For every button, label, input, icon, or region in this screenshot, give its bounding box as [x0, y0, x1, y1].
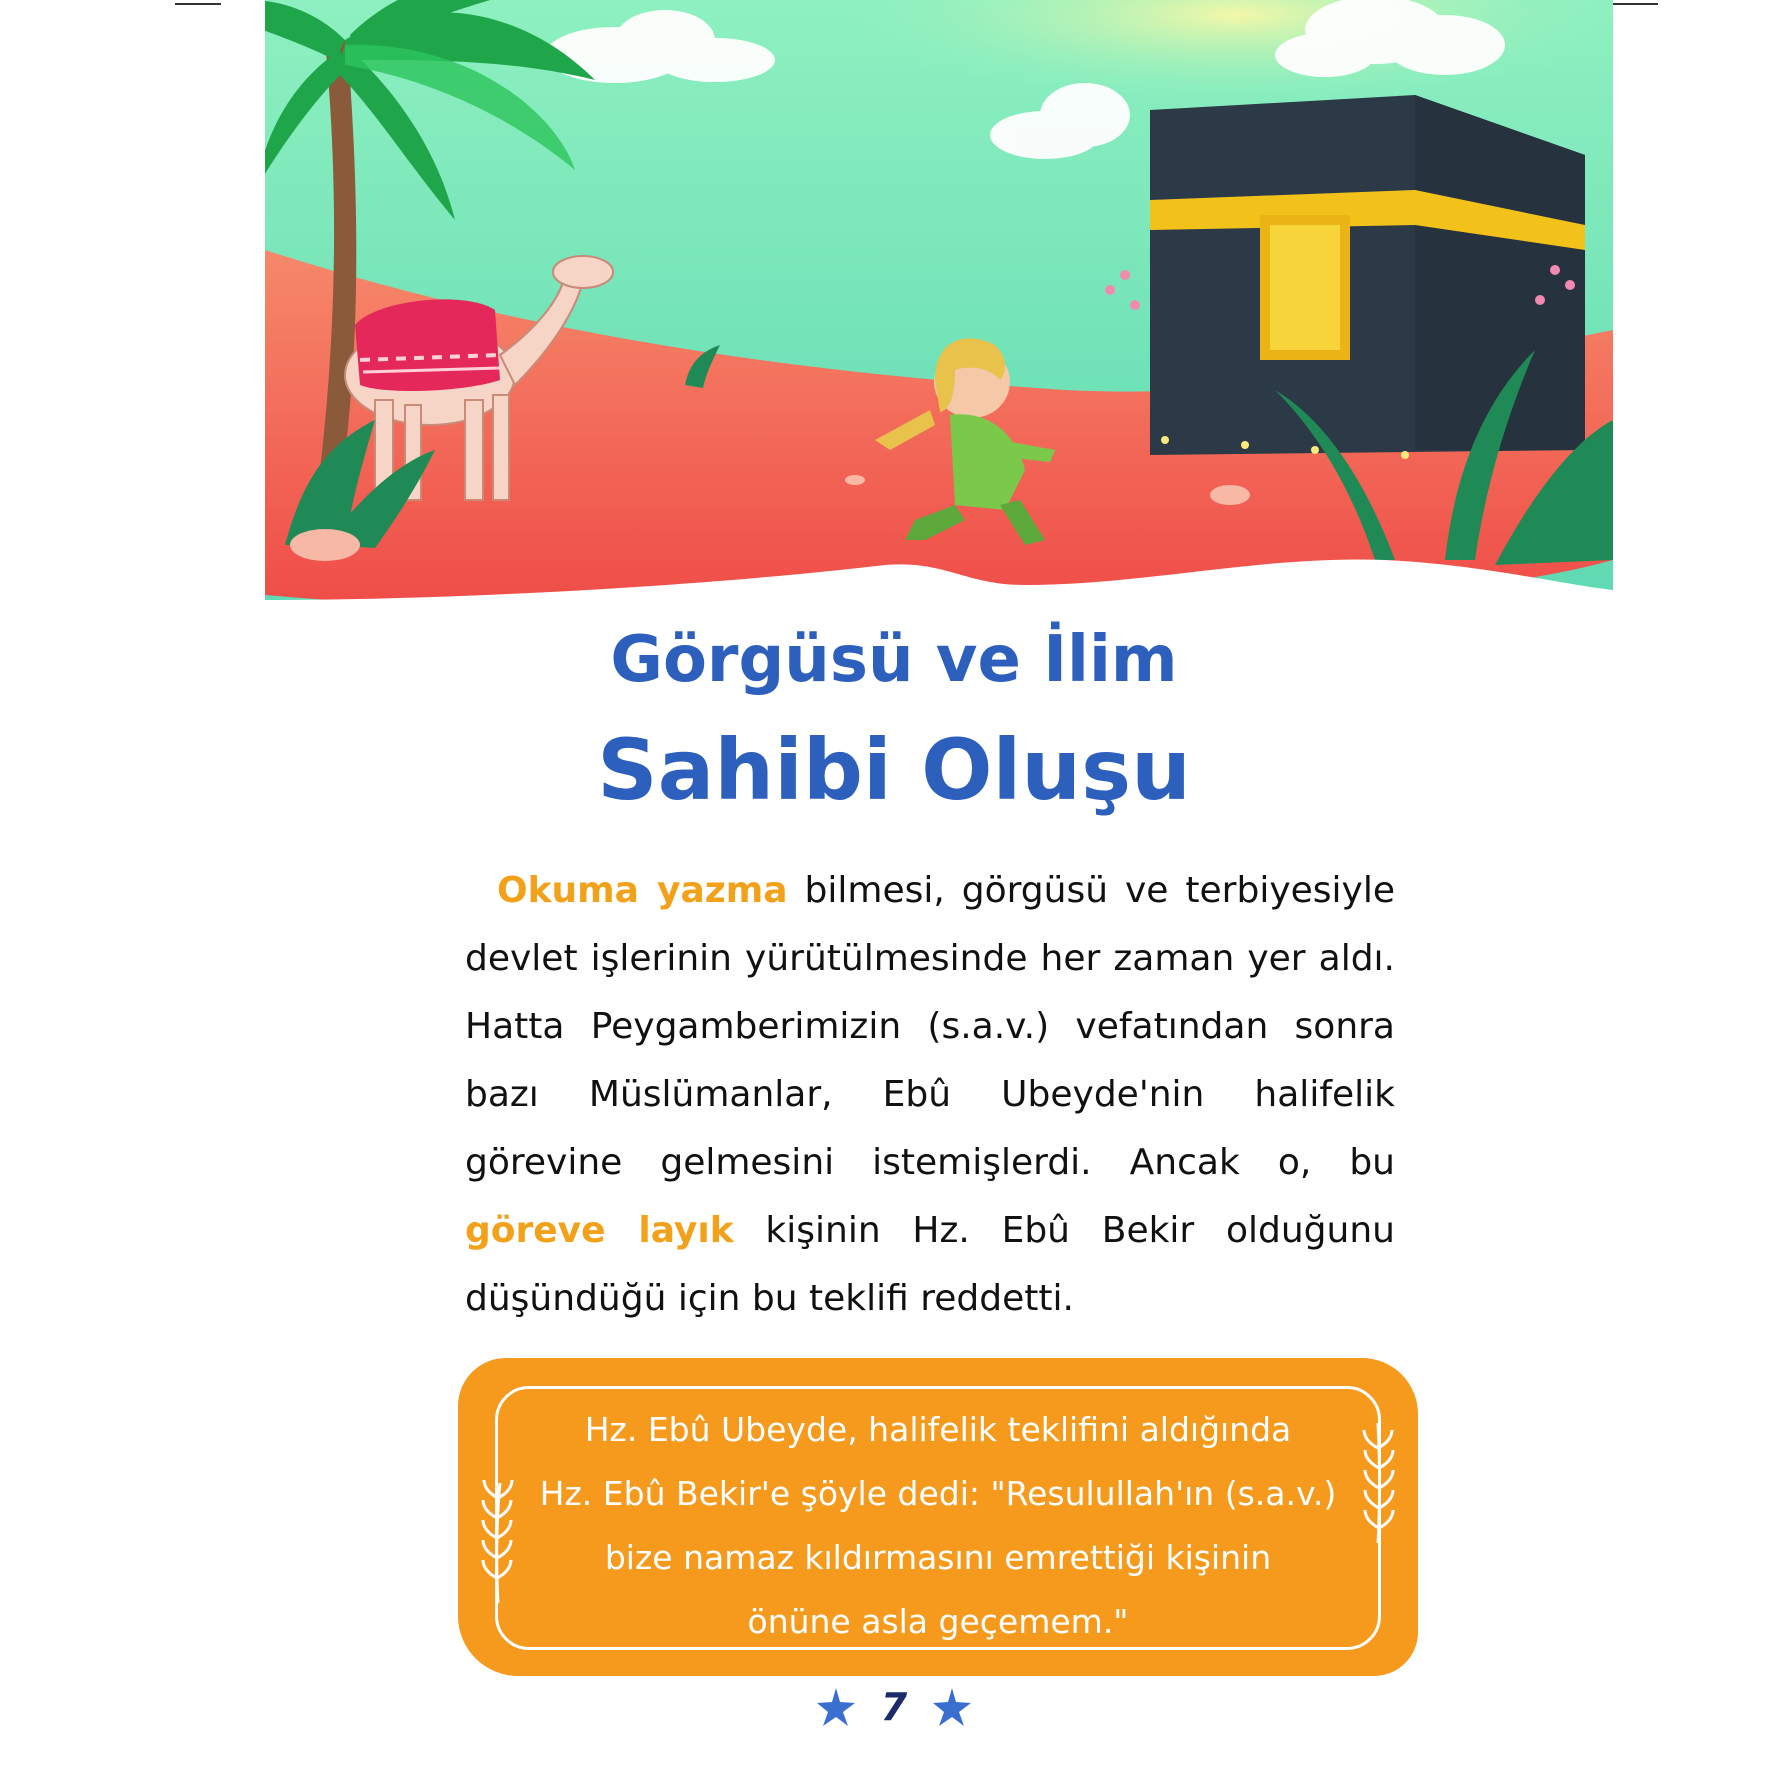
page-title-line2: Sahibi Oluşu: [597, 721, 1191, 819]
camel-saddle: [355, 299, 500, 391]
star-icon: [930, 1685, 974, 1729]
wheat-sprig-icon: [478, 1478, 518, 1608]
page-number: 7: [880, 1685, 908, 1729]
body-text-part2: kişinin Hz. Ebû Bekir olduğunu düşündüğü için bu teklifi reddetti.: [465, 1210, 1395, 1319]
crop-mark-left: [175, 3, 221, 5]
body-paragraph: [465, 857, 1395, 1333]
quote-line-1: Hz. Ebû Ubeyde, halifelik teklifini aldığında: [584, 1410, 1292, 1449]
page-title-line1: Görgüsü ve İlim: [610, 623, 1178, 697]
body-text-part1: bilmesi, görgüsü ve terbiyesiyle devlet işlerinin yürütülmesinde her zaman yer aldı. Hatta Peygamberimizin (s.a.v.) vefatından sonra bazı Müslümanlar, Ebû Ubeyde'nin halifelik görevine gelmesini istemişlerdi. Ancak o, bu: [465, 870, 1396, 1183]
star-icon: [814, 1685, 858, 1729]
highlight-okuma-yazma: Okuma yazma: [497, 870, 788, 911]
quote-box: [458, 1358, 1418, 1676]
page-footer: [0, 1685, 1788, 1745]
highlight-goreve-layik: göreve layık: [465, 1210, 734, 1251]
kaaba: [1150, 95, 1585, 455]
quote-line-3: bize namaz kıldırmasını emrettiği kişinin: [604, 1538, 1272, 1577]
quote-line-2: Hz. Ebû Bekir'e şöyle dedi: "Resulullah'ın (s.a.v.): [539, 1474, 1337, 1513]
wheat-sprig-icon: [1358, 1418, 1398, 1548]
quote-line-4: önüne asla geçemem.": [747, 1602, 1129, 1641]
quote-text: [528, 1398, 1348, 1654]
crop-mark-right: [1612, 3, 1658, 5]
desert-kaaba-illustration: [265, 0, 1613, 615]
